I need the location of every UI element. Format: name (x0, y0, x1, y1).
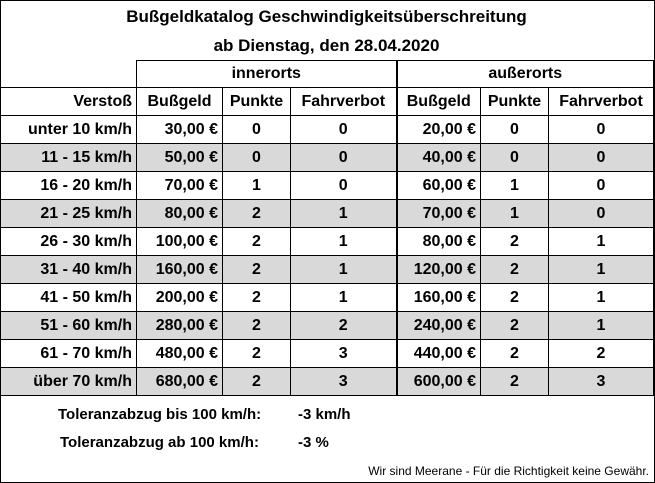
table-row (1, 340, 654, 368)
cell-bussgeld: 200,00 € (137, 284, 223, 312)
table-row (1, 312, 654, 340)
cell-fahrverbot: 1 (549, 256, 654, 284)
header-bussgeld-inner: Bußgeld (137, 88, 223, 116)
cell-bussgeld: 120,00 € (397, 256, 481, 284)
cell-verstoss: unter 10 km/h (1, 116, 137, 144)
cell-punkte: 2 (481, 368, 549, 396)
cell-bussgeld: 80,00 € (397, 228, 481, 256)
cell-bussgeld: 160,00 € (137, 256, 223, 284)
cell-fahrverbot: 0 (291, 172, 397, 200)
cell-punkte: 0 (481, 144, 549, 172)
disclaimer-footer: Wir sind Meerane - Für die Richtigkeit keine Gewähr. (368, 464, 649, 478)
cell-verstoss: 31 - 40 km/h (1, 256, 137, 284)
cell-punkte: 0 (223, 144, 291, 172)
cell-verstoss: 21 - 25 km/h (1, 200, 137, 228)
cell-verstoss: 61 - 70 km/h (1, 340, 137, 368)
header-fahrverbot-inner: Fahrverbot (291, 88, 397, 116)
cell-fahrverbot: 1 (549, 284, 654, 312)
cell-punkte: 2 (223, 312, 291, 340)
cell-punkte: 1 (223, 172, 291, 200)
cell-fahrverbot: 0 (549, 200, 654, 228)
cell-fahrverbot: 3 (291, 340, 397, 368)
cell-punkte: 2 (223, 200, 291, 228)
cell-bussgeld: 440,00 € (397, 340, 481, 368)
header-punkte-inner: Punkte (223, 88, 291, 116)
cell-fahrverbot: 1 (549, 312, 654, 340)
cell-fahrverbot: 1 (291, 228, 397, 256)
title-line-1: Bußgeldkatalog Geschwindigkeitsüberschreitung (126, 7, 527, 26)
cell-bussgeld: 50,00 € (137, 144, 223, 172)
cell-fahrverbot: 0 (291, 116, 397, 144)
cell-punkte: 2 (223, 368, 291, 396)
header-punkte-ausser: Punkte (481, 88, 549, 116)
table-row (1, 256, 654, 284)
cell-bussgeld: 680,00 € (137, 368, 223, 396)
cell-fahrverbot: 2 (549, 340, 654, 368)
cell-bussgeld: 480,00 € (137, 340, 223, 368)
cell-fahrverbot: 0 (549, 172, 654, 200)
cell-verstoss: 26 - 30 km/h (1, 228, 137, 256)
note-label: Toleranzabzug ab 100 km/h: (60, 434, 259, 451)
cell-fahrverbot: 1 (291, 256, 397, 284)
cell-verstoss: 41 - 50 km/h (1, 284, 137, 312)
cell-fahrverbot: 2 (291, 312, 397, 340)
cell-fahrverbot: 1 (291, 200, 397, 228)
header-bussgeld-ausser: Bußgeld (397, 88, 481, 116)
cell-punkte: 2 (223, 340, 291, 368)
cell-bussgeld: 240,00 € (397, 312, 481, 340)
cell-bussgeld: 100,00 € (137, 228, 223, 256)
cell-punkte: 2 (223, 256, 291, 284)
cell-fahrverbot: 3 (291, 368, 397, 396)
table-row (1, 368, 654, 396)
cell-bussgeld: 160,00 € (397, 284, 481, 312)
cell-bussgeld: 60,00 € (397, 172, 481, 200)
cell-fahrverbot: 3 (549, 368, 654, 396)
table-row (1, 228, 654, 256)
cell-bussgeld: 40,00 € (397, 144, 481, 172)
group-innerorts: innerorts (137, 61, 397, 88)
group-ausserorts: außerorts (397, 61, 654, 88)
cell-verstoss: 51 - 60 km/h (1, 312, 137, 340)
cell-bussgeld: 280,00 € (137, 312, 223, 340)
cell-bussgeld: 30,00 € (137, 116, 223, 144)
note-label: Toleranzabzug bis 100 km/h: (58, 406, 262, 423)
cell-punkte: 0 (223, 116, 291, 144)
cell-bussgeld: 600,00 € (397, 368, 481, 396)
note-value: -3 % (298, 434, 329, 451)
table-row (1, 284, 654, 312)
note-row (58, 406, 351, 423)
cell-verstoss: 16 - 20 km/h (1, 172, 137, 200)
cell-fahrverbot: 0 (549, 116, 654, 144)
cell-bussgeld: 70,00 € (137, 172, 223, 200)
cell-fahrverbot: 1 (291, 284, 397, 312)
cell-fahrverbot: 0 (549, 144, 654, 172)
cell-punkte: 2 (223, 228, 291, 256)
note-value: -3 km/h (298, 406, 351, 423)
table-row (1, 172, 654, 200)
cell-punkte: 2 (223, 284, 291, 312)
cell-punkte: 2 (481, 228, 549, 256)
note-row (60, 434, 329, 451)
cell-punkte: 0 (481, 116, 549, 144)
cell-verstoss: über 70 km/h (1, 368, 137, 396)
group-header-row (1, 61, 654, 88)
blank-cell (1, 61, 137, 88)
header-verstoss: Verstoß (1, 88, 137, 116)
cell-bussgeld: 20,00 € (397, 116, 481, 144)
table-body (1, 116, 654, 396)
table-row (1, 116, 654, 144)
cell-bussgeld: 80,00 € (137, 200, 223, 228)
cell-fahrverbot: 0 (291, 144, 397, 172)
cell-punkte: 2 (481, 256, 549, 284)
table-row (1, 144, 654, 172)
table-row (1, 200, 654, 228)
cell-punkte: 2 (481, 340, 549, 368)
title-line-2: ab Dienstag, den 28.04.2020 (213, 36, 440, 55)
cell-bussgeld: 70,00 € (397, 200, 481, 228)
column-header-row (1, 88, 654, 116)
cell-verstoss: 11 - 15 km/h (1, 144, 137, 172)
page-title (0, 0, 653, 60)
cell-fahrverbot: 1 (549, 228, 654, 256)
cell-punkte: 1 (481, 172, 549, 200)
cell-punkte: 1 (481, 200, 549, 228)
fine-table (0, 60, 654, 396)
cell-punkte: 2 (481, 284, 549, 312)
cell-punkte: 2 (481, 312, 549, 340)
header-fahrverbot-ausser: Fahrverbot (549, 88, 654, 116)
